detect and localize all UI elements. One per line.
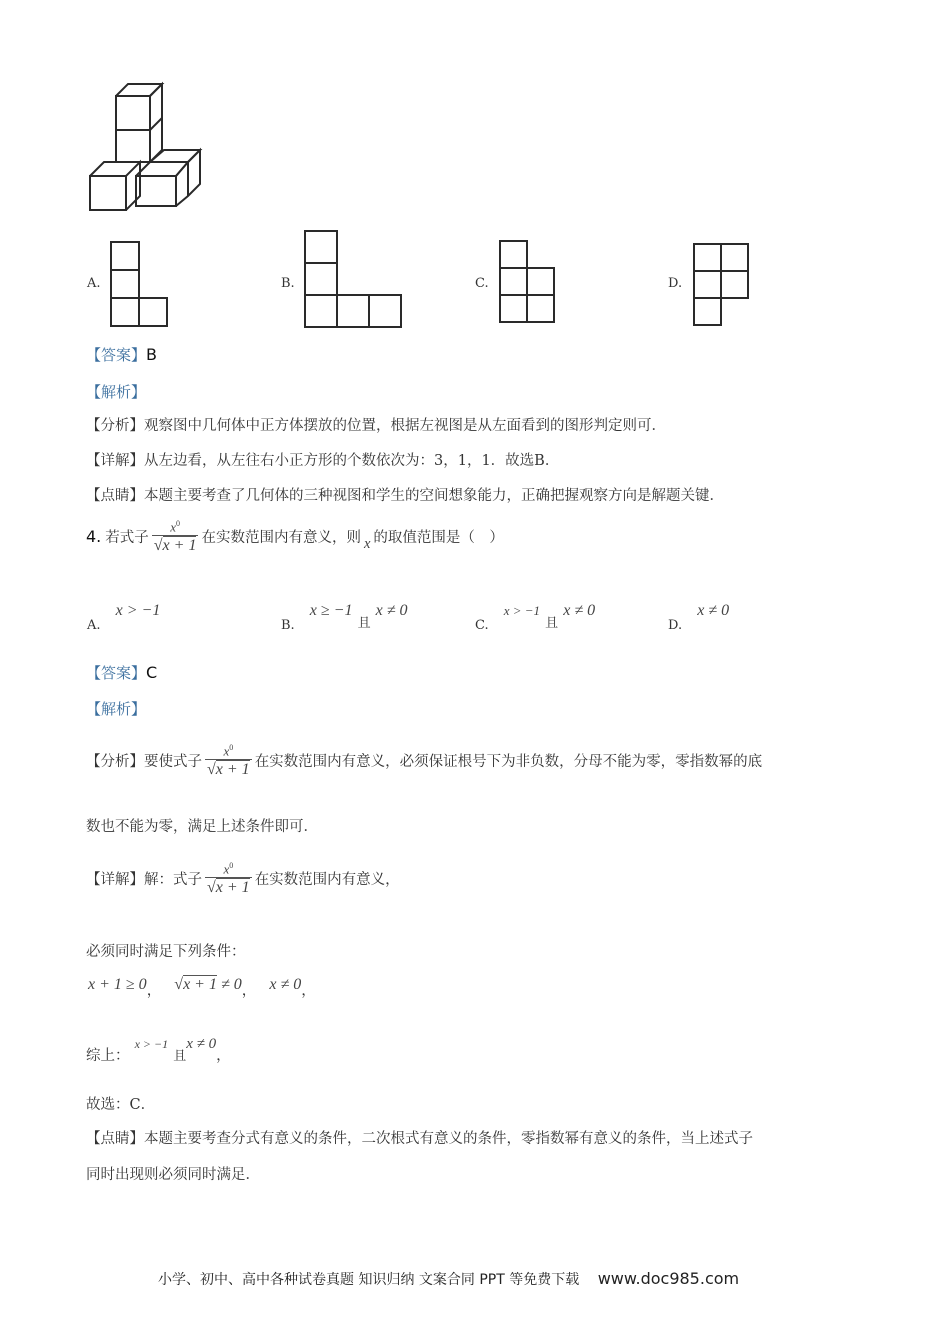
q3-dianjing-text: 本题主要考查了几何体的三种视图和学生的空间想象能力，正确把握观察方向是解题关键． (144, 488, 724, 504)
q3-option-d-label: D. (668, 276, 683, 291)
q4-option-d-label: D. (668, 618, 683, 633)
summary-conj: 且 (173, 1049, 187, 1064)
cube-stack-figure (84, 80, 204, 215)
q3-answer (86, 344, 157, 365)
q4-dianjing-text1: 本题主要考查分式有意义的条件，二次根式有意义的条件，零指数幂有意义的条件，当上述式子 (144, 1131, 753, 1147)
q4-xiangjie-expression: $\frac{x^0}{√x + 1}$ (207, 861, 250, 897)
q4-answer-value: C (146, 663, 158, 682)
q3-fenxi-label: 【分析】 (86, 418, 144, 434)
q4-stem-var: x (363, 535, 371, 552)
q3-option-a-shape[interactable] (110, 240, 170, 334)
q4-option-c-math1: x > −1 (503, 603, 541, 618)
q4-analysis-label: 【解析】 (86, 700, 147, 718)
q4-option-c-conj: 且 (545, 616, 559, 631)
q4-choose: 故选：C． (86, 1097, 156, 1113)
summary-math1: x > −1 (134, 1037, 169, 1051)
footer (158, 1269, 739, 1289)
q4-stem-prefix: 若式子 (105, 529, 149, 546)
q3-option-c-label: C. (475, 276, 489, 291)
q4-option-b[interactable] (281, 600, 408, 633)
q3-option-a-label: A. (87, 276, 101, 291)
q4-conditions: x + 1 ≥ 0， √x + 1 ≠ 0， x ≠ 0， (88, 976, 316, 999)
q4-answer-label: 【答案】 (86, 664, 147, 682)
q4-option-b-math2: x ≠ 0 (375, 602, 408, 619)
q3-answer-value: B (146, 345, 157, 364)
q4-option-a-math: x > −1 (115, 602, 161, 619)
q3-xiangjie-text: 从左边看，从左往右小正方形的个数依次为：3，1，1．故选B． (144, 453, 560, 469)
q4-fenxi-expression: $\frac{x^0}{√x + 1}$ (207, 743, 250, 779)
expr-denominator: x + 1 (162, 537, 197, 555)
q4-stem (86, 516, 504, 556)
q4-option-b-math1: x ≥ −1 (309, 602, 353, 619)
q3-dianjing (86, 484, 724, 505)
q3-xiangjie (86, 449, 559, 470)
q4-option-c-label: C. (475, 618, 489, 633)
q4-option-b-label: B. (281, 618, 295, 633)
q4-fenxi-label: 【分析】 (86, 753, 144, 770)
q3-answer-label: 【答案】 (86, 346, 147, 364)
q4-option-b-conj: 且 (357, 616, 371, 631)
q4-dianjing-label: 【点睛】 (86, 1131, 144, 1147)
q4-stem-suffix: 的取值范围是（ ） (373, 529, 504, 546)
q4-summary: 综上： x > −1 $_且$x ≠ 0， (86, 1036, 231, 1064)
q4-fenxi-line1 (86, 740, 762, 780)
q4-option-c-math2: x ≠ 0 (563, 602, 596, 619)
q4-xiangjie-label: 【详解】 (86, 871, 144, 888)
expr-exponent: 0 (176, 519, 180, 528)
q4-xiangjie-line (86, 858, 400, 898)
q4-number: 4. (86, 526, 102, 546)
q4-option-a[interactable] (87, 600, 161, 633)
q4-dianjing-line1 (86, 1127, 753, 1148)
q4-fenxi-text1: 在实数范围内有意义，必须保证根号下为非负数，分母不能为零，零指数幂的底 (254, 753, 763, 770)
q4-fenxi-line2: 数也不能为零，满足上述条件即可． (86, 819, 318, 835)
q3-option-b-label: B. (281, 276, 295, 291)
q4-xiangjie-text: 在实数范围内有意义， (254, 871, 400, 888)
summary-math2: x ≠ 0 (186, 1036, 217, 1052)
q3-dianjing-label: 【点睛】 (86, 488, 144, 504)
q3-option-c-shape[interactable] (499, 240, 559, 330)
condition-3: x ≠ 0 (269, 976, 302, 993)
q3-fenxi (86, 414, 666, 435)
summary-label: 综上： (86, 1048, 130, 1064)
q4-option-d-math: x ≠ 0 (697, 602, 730, 619)
q4-fenxi-prefix: 要使式子 (144, 753, 202, 770)
q4-answer (86, 662, 157, 683)
q3-fenxi-text: 观察图中几何体中正方体摆放的位置，根据左视图是从左面看到的图形判定则可． (144, 418, 666, 434)
q4-conditions-intro: 必须同时满足下列条件： (86, 944, 246, 960)
q4-xiangjie-prefix: 解：式子 (144, 871, 202, 888)
footer-text: 小学、初中、高中各种试卷真题 知识归纳 文案合同 PPT 等免费下载 (158, 1272, 580, 1288)
q4-dianjing-line2: 同时出现则必须同时满足． (86, 1167, 260, 1183)
q3-option-d-shape[interactable] (693, 243, 753, 333)
footer-site-link[interactable]: www.doc985.com (597, 1269, 740, 1288)
condition-1: x + 1 ≥ 0 (88, 976, 147, 993)
q3-analysis-label: 【解析】 (86, 383, 147, 401)
q4-option-d[interactable] (668, 600, 730, 633)
condition-2: √x + 1 ≠ 0 (174, 976, 242, 993)
q4-stem-middle: 在实数范围内有意义，则 (201, 529, 361, 546)
q4-option-c[interactable] (475, 600, 596, 633)
q4-expression: $\frac{x^0}{√x + 1}$ (153, 519, 197, 555)
q3-xiangjie-label: 【详解】 (86, 453, 144, 469)
q3-option-b-shape[interactable] (304, 230, 404, 334)
q4-option-a-label: A. (87, 618, 101, 633)
expr-numerator: x (170, 519, 176, 535)
